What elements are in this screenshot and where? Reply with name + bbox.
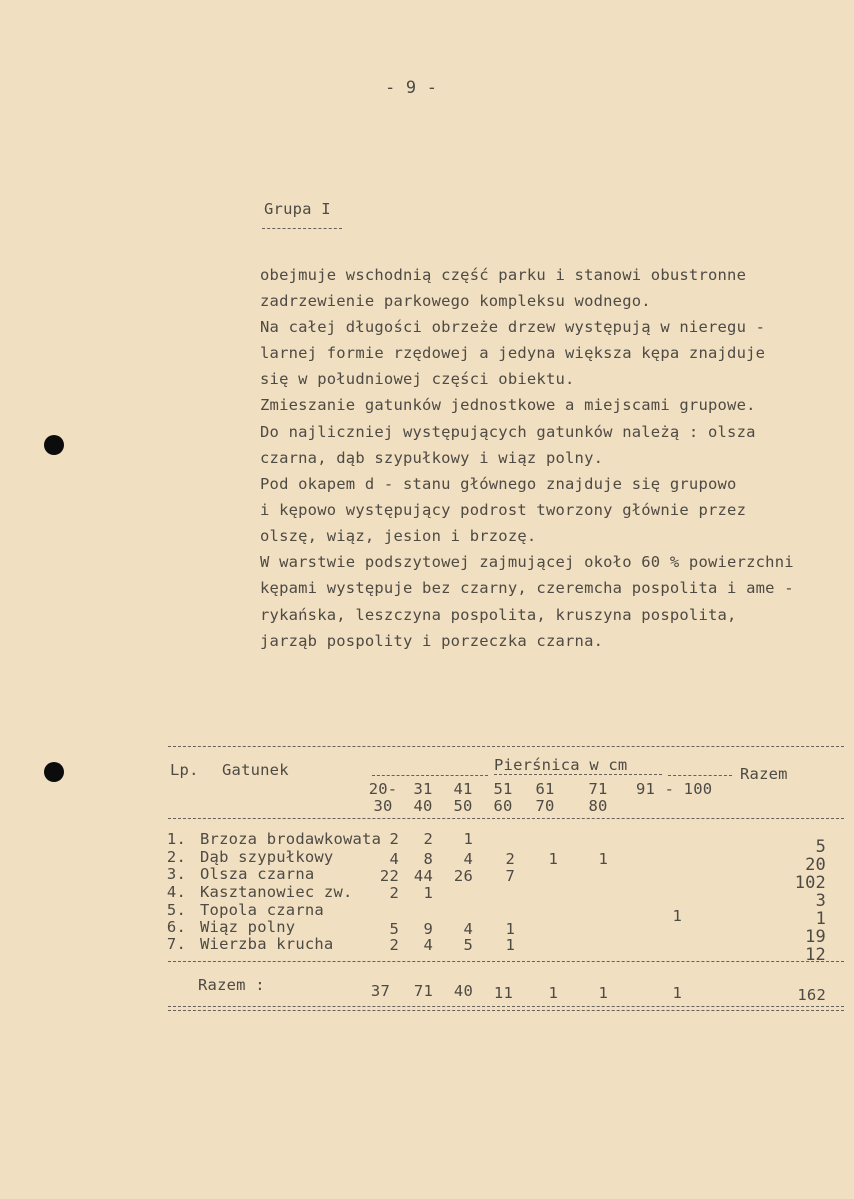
row-value: 5 [463, 936, 473, 954]
row-total: 1 [815, 909, 826, 929]
range-top: 31 [413, 780, 433, 798]
paragraph-line: olszę, wiąz, jesion i brzozę. [260, 527, 537, 545]
row-value: 4 [389, 850, 399, 868]
paragraph-line: czarna, dąb szypułkowy i wiąz polny. [260, 449, 604, 467]
row-lp: 3. [166, 865, 186, 883]
sum-value: 1 [548, 984, 558, 1002]
range-top: 41 [453, 780, 473, 798]
table-top-rule [168, 746, 844, 747]
row-value: 9 [423, 920, 433, 938]
page-number: - 9 - [385, 78, 438, 98]
row-total: 12 [805, 945, 826, 965]
paragraph-line: Na całej długości obrzeże drzew występują w nieregu - [260, 318, 766, 336]
row-species: Topola czarna [200, 901, 324, 919]
row-value: 7 [505, 867, 515, 885]
row-species: Brzoza brodawkowata [200, 830, 382, 848]
row-species: Olsza czarna [200, 865, 315, 883]
section-title: Grupa I [264, 200, 331, 218]
row-lp: 4. [166, 883, 186, 901]
row-value: 1 [598, 850, 608, 868]
paragraph-line: Pod okapem d - stanu głównego znajduje się grupowo [260, 475, 737, 493]
row-species: Wiąz polny [200, 918, 296, 936]
header-total: Razem [740, 765, 788, 783]
range-bottom: 70 [535, 797, 555, 815]
row-value: 1 [672, 907, 682, 925]
row-value: 8 [423, 850, 433, 868]
row-value: 4 [423, 936, 433, 954]
row-lp: 1. [166, 830, 186, 848]
row-species: Dąb szypułkowy [200, 848, 334, 866]
range-bottom: 50 [453, 797, 473, 815]
header-bottom-rule [168, 818, 844, 819]
row-total: 19 [805, 927, 826, 947]
row-value: 44 [413, 867, 433, 885]
sum-value: 71 [413, 982, 433, 1000]
paragraph-line: Do najliczniej występujących gatunków należą : olsza [260, 423, 756, 441]
punch-hole-bottom [44, 762, 64, 782]
row-species: Kasztanowiec zw. [200, 883, 353, 901]
row-value: 2 [505, 850, 515, 868]
row-lp: 2. [166, 848, 186, 866]
row-value: 2 [389, 830, 399, 848]
row-total: 5 [815, 837, 826, 857]
row-value: 2 [389, 884, 399, 902]
range-bottom: 30 [373, 797, 393, 815]
row-lp: 5. [166, 901, 186, 919]
range-top: 51 [493, 780, 513, 798]
range-bottom: 40 [413, 797, 433, 815]
paragraph-line: się w południowej części obiektu. [260, 370, 575, 388]
row-value: 4 [463, 920, 473, 938]
row-value: 1 [548, 850, 558, 868]
body-bottom-rule [168, 961, 844, 962]
header-species: Gatunek [222, 761, 289, 779]
paragraph-line: zadrzewienie parkowego kompleksu wodnego. [260, 292, 651, 310]
paragraph-line: Zmieszanie gatunków jednostkowe a miejscami grupowe. [260, 396, 756, 414]
row-total: 102 [794, 873, 826, 893]
range-top: 61 [535, 780, 555, 798]
sum-value: 37 [370, 982, 390, 1000]
sum-value: 40 [453, 982, 473, 1000]
row-value: 2 [423, 830, 433, 848]
range-top: 20- [368, 780, 398, 798]
section-title-underline [262, 228, 342, 229]
header-group-underline [494, 774, 662, 775]
header-group: Pierśnica w cm [494, 756, 628, 774]
paragraph-line: rykańska, leszczyna pospolita, kruszyna pospolita, [260, 606, 737, 624]
paragraph-line: obejmuje wschodnią część parku i stanowi obustronne [260, 266, 747, 284]
sum-total: 162 [797, 986, 826, 1004]
range-bottom: 80 [588, 797, 608, 815]
row-species: Wierzba krucha [200, 935, 334, 953]
group-rule-left [372, 775, 488, 776]
row-total: 3 [815, 891, 826, 911]
paragraph-line: W warstwie podszytowej zajmującej około 60 % powierzchni [260, 553, 794, 571]
row-value: 1 [505, 936, 515, 954]
row-total: 20 [805, 855, 826, 875]
range-top: 71 [588, 780, 608, 798]
row-value: 4 [463, 850, 473, 868]
paragraph-line: jarząb pospolity i porzeczka czarna. [260, 632, 604, 650]
group-rule-right [668, 775, 732, 776]
row-lp: 6. [166, 918, 186, 936]
sum-value: 11 [493, 984, 513, 1002]
table-bottom-double-rule [168, 1006, 844, 1011]
row-value: 1 [463, 830, 473, 848]
row-value: 1 [505, 920, 515, 938]
row-lp: 7. [166, 935, 186, 953]
range-top: 91 - 100 [636, 780, 713, 798]
punch-hole-top [44, 435, 64, 455]
sum-label: Razem : [198, 976, 265, 994]
sum-value: 1 [598, 984, 608, 1002]
row-value: 2 [389, 936, 399, 954]
paragraph-line: kępami występuje bez czarny, czeremcha pospolita i ame - [260, 579, 794, 597]
range-bottom: 60 [493, 797, 513, 815]
row-value: 26 [453, 867, 473, 885]
sum-value: 1 [672, 984, 682, 1002]
row-value: 22 [379, 867, 399, 885]
paragraph-line: i kępowo występujący podrost tworzony głównie przez [260, 501, 747, 519]
header-lp: Lp. [170, 761, 199, 779]
row-value: 5 [389, 920, 399, 938]
paragraph-line: larnej formie rzędowej a jedyna większa kępa znajduje [260, 344, 766, 362]
row-value: 1 [423, 884, 433, 902]
